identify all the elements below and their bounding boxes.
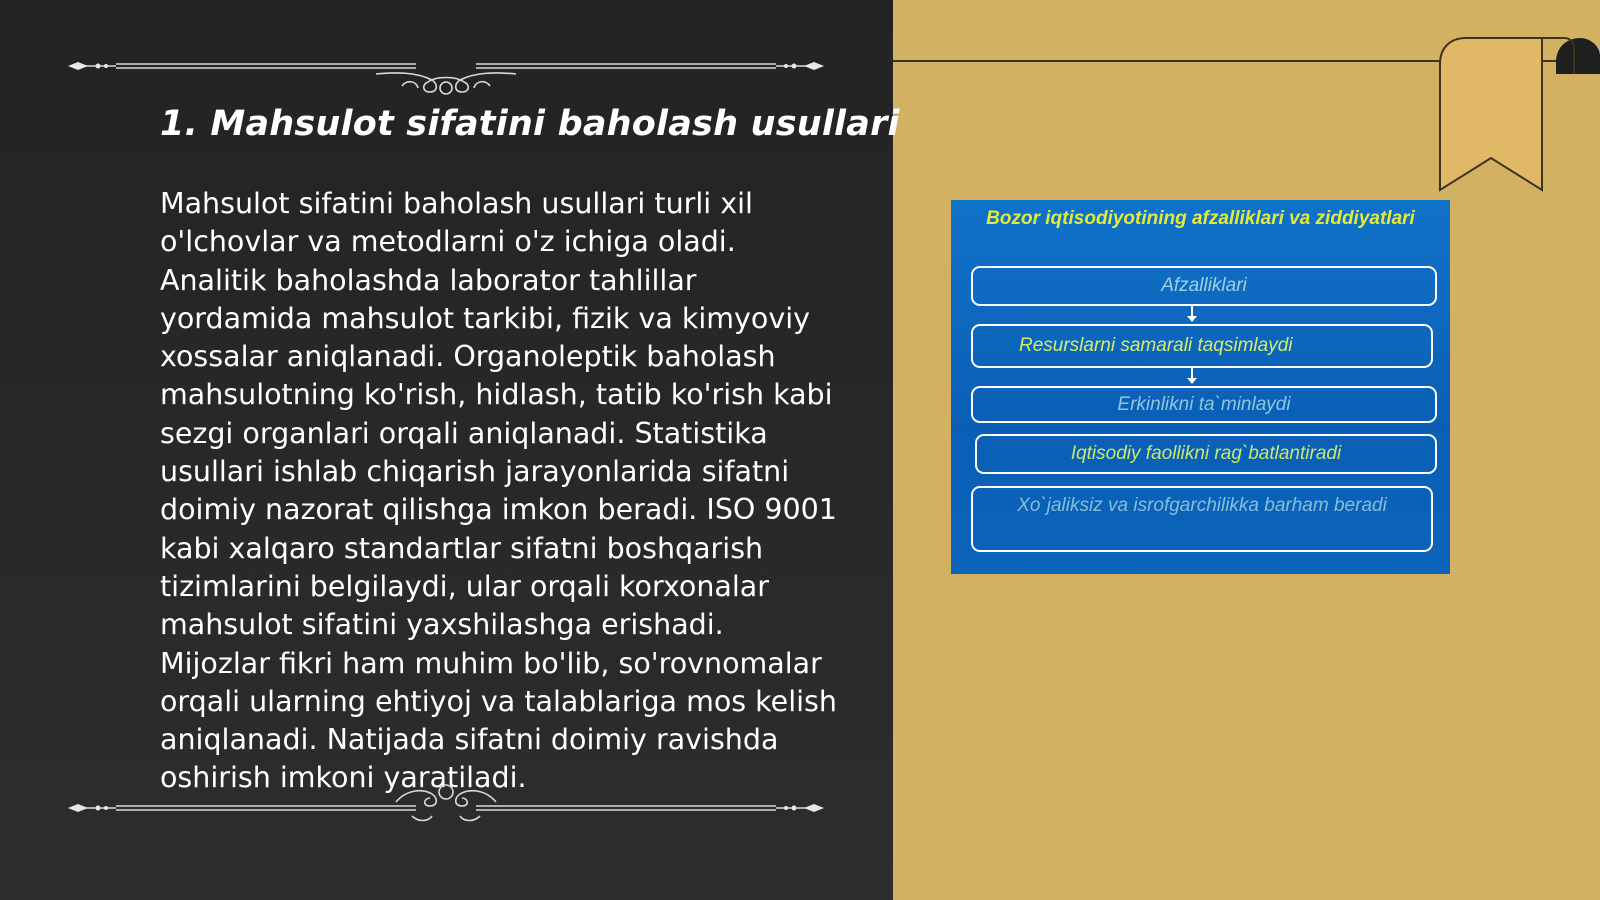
arrow-down-icon	[1191, 368, 1193, 382]
diagram-box-economic-activity	[975, 434, 1437, 474]
diagram-box-label: Xo`jaliksiz va isrofgarchilikka barham beradi	[1017, 495, 1387, 516]
diagram-box-waste	[971, 486, 1433, 552]
bottom-ornament-divider	[66, 776, 826, 836]
diagram-panel	[951, 200, 1450, 574]
diagram-box-freedom	[971, 386, 1437, 423]
diagram-box-label: Resurslarni samarali taqsimlaydi	[1019, 335, 1293, 356]
diagram-box-label: Erkinlikni ta`minlaydi	[1117, 394, 1291, 415]
top-ornament-divider	[66, 36, 826, 96]
slide-title: 1. Mahsulot sifatini baholash usullari	[160, 104, 900, 144]
slide-body-text: Mahsulot sifatini baholash usullari turli xil o'lchovlar va metodlarni o'z ichiga oladi. Analitik baholashda laborator tahlillar yordamida mahsulot tarkibi, fizik va kimyoviy xossalar aniqlanadi. Organoleptik baholash mahsulotning ko'rish, hidlash, tatib ko'rish kabi sezgi organlari orqali aniqlanadi. Statistika usullari ishlab chiqarish jarayonlarida sifatni doimiy nazorat qilishga imkon beradi. ISO 9001 kabi xalqaro standartlar sifatni boshqarish tizimlarini belgilaydi, ular orqali korxonalar mahsulot sifatini yaxshilashga erishadi. Mijozlar fikri ham muhim bo'lib, so'rovnomalar orqali ularning ehtiyoj va talablariga mos kelish aniqlanadi. Natijada sifatni doimiy ravishda oshirish imkoni yaratiladi.	[160, 187, 837, 795]
arrow-down-icon	[1191, 306, 1193, 320]
bookmark-ribbon-icon	[1434, 34, 1600, 200]
diagram-box-advantages	[971, 266, 1437, 306]
diagram-title: Bozor iqtisodiyotining afzalliklari va ziddiyatlari	[986, 208, 1415, 229]
diagram-box-label: Afzalliklari	[1161, 275, 1247, 296]
diagram-box-label: Iqtisodiy faollikni rag`batlantiradi	[1070, 443, 1342, 464]
diagram-box-resources	[971, 324, 1433, 368]
